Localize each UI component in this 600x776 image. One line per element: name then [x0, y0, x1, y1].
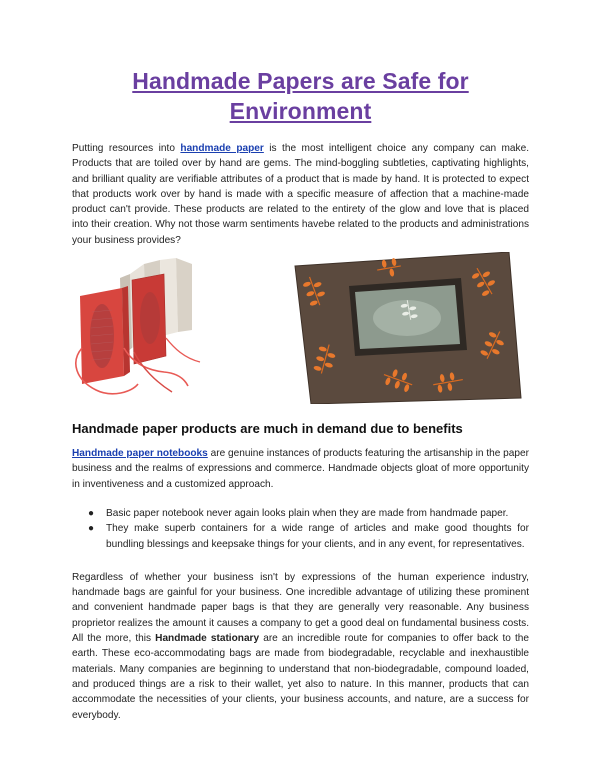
handmade-paper-link[interactable]: handmade paper [180, 143, 264, 154]
handmade-stationary-term: Handmade stationary [155, 633, 260, 645]
document-page [72, 66, 529, 723]
benefits-list [72, 506, 529, 552]
red-notebooks-image [72, 252, 212, 402]
closing-paragraph: Regardless of whether your business isn't by expressions of the human experience industry, handmade bags are gainful for your business. One incredible advantage of utilizing these prominent and convenient handmade paper bags is that they are generally very reasonable. Any business proprietor realizes the amount it causes a company to get a good deal on fundamental business costs. All the more, this Handmade stationary are an incredible route for companies to offer back to the earth. These eco-accommodating bags are made from biodegradable, recyclable and inexhaustible materials. Many companies are beginning to understand that non-biodegradable, compound loaded, and produced things are a risk to their wallet, yet also to nature. In this manner, products that can accommodate the necessities of your clients, your business accounts, and nature, are a success for everybody. [72, 571, 530, 721]
list-item: ● They make superb containers for a wide range of articles and make good thoughts for bundling blessings and keepsake things for your clients, and in any event, for representatives. [88, 523, 529, 550]
section-heading: Handmade paper products are much in demand due to benefits [72, 421, 463, 437]
bullet-icon: ● [88, 507, 95, 519]
page-title: Handmade Papers are Safe for Environment [132, 68, 469, 124]
notebooks-paragraph: Handmade paper notebooks are genuine instances of products featuring the artisanship in the paper business and the realms of expressions and commerce. Handmade objects gloat of more opportunity in inventiveness and a customized approach. [72, 448, 529, 490]
intro-paragraph: Putting resources into handmade paper is the most intelligent choice any company can make. Products that are toiled over by hand are gems. The mind-boggling subtleties, captivating highlights, and brilliant quality are verifiable attributes of a product that is made by hand. It is protected to expect that products work over by hand is made with a specific measure of affection that a machine-made product can't provide. These products are related to the entirety of the glow and love that is placed into their creation. Why not those warm sentiments havebe related to the products and administrations your business provides? [72, 143, 529, 246]
bullet-icon: ● [88, 523, 95, 535]
handmade-notebooks-link[interactable]: Handmade paper notebooks [72, 448, 208, 460]
photo-frame-image [289, 252, 525, 404]
product-images [72, 252, 529, 410]
list-item: ● Basic paper notebook never again looks plain when they are made from handmade paper. [72, 506, 529, 521]
